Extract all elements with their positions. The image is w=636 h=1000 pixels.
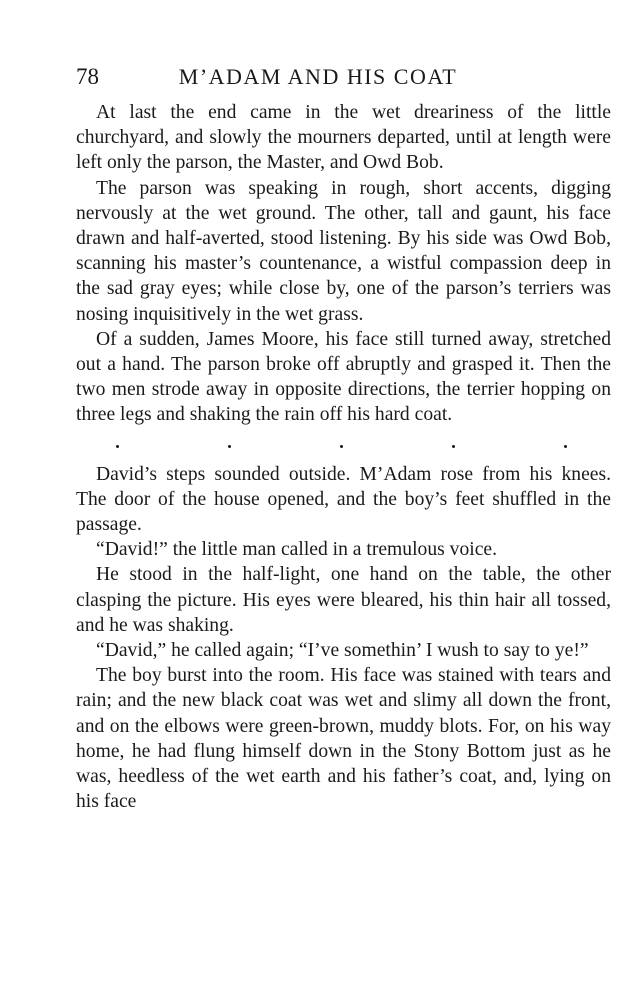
break-dot [340,445,343,448]
break-dot [452,445,455,448]
page-number: 78 [76,64,99,89]
break-dot [116,445,119,448]
section-break [76,434,611,459]
paragraph: He stood in the half-light, one hand on the table, the other clasping the picture. His eyes were bleared, his thin hair all tossed, and he was shaking. [76,564,611,636]
break-dot [228,445,231,448]
running-head: M’ADAM AND HIS COAT [178,64,458,89]
paragraph: “David,” he called again; “I’ve somethin’ I wush to say to ye!” [96,640,589,662]
paragraph: The boy burst into the room. His face was stained with tears and rain; and the new black coat was wet and slimy all down the front, and on the elbows were green-brown, muddy blots. For, on his way home, he had flung himself down in the Stony Bottom just as he was, heedless of the wet earth and his father’s coat, and, lying on his face [76,665,611,813]
paragraph: The parson was speaking in rough, short accents, digging nervously at the wet ground. The other, tall and gaunt, his face drawn and half-averted, stood listening. By his side was Owd Bob, scanning his master’s countenance, a wistful compassion deep in the sad gray eyes; while close by, one of the parson’s terriers was nosing inquisitively in the wet grass. [76,177,611,325]
paragraph: At last the end came in the wet dreariness of the little churchyard, and slowly the mourners departed, until at length were left only the parson, the Master, and Owd Bob. [76,102,611,174]
paragraph: David’s steps sounded outside. M’Adam rose from his knees. The door of the house opened, and the boy’s feet shuffled in the passage. [76,463,611,536]
paragraph: “David!” the little man called in a tremulous voice. [96,539,497,561]
break-dot [564,445,567,448]
body-text [76,100,611,814]
paragraph: Of a sudden, James Moore, his face still turned away, stretched out a hand. The parson broke off abruptly and grasped it. Then the two men strode away in opposite directions, the terrier hopping on three legs and shaking the rain off his hard coat. [76,328,611,426]
